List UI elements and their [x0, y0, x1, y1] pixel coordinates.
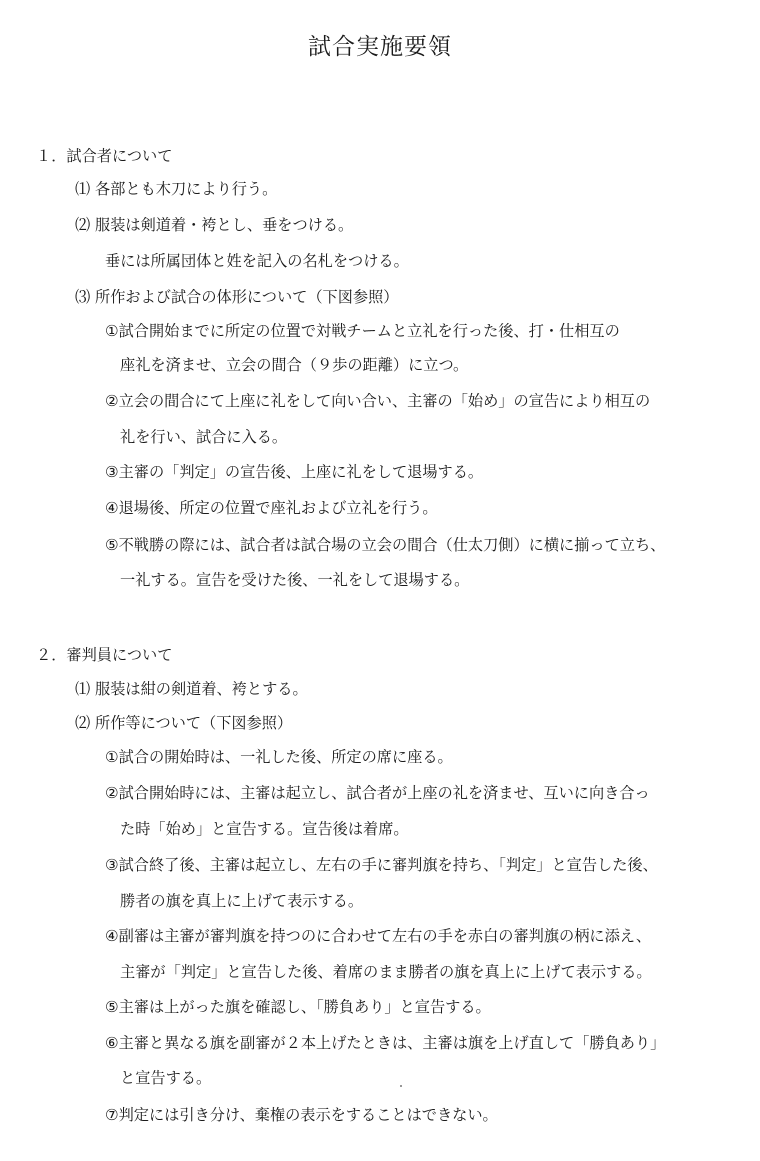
list-item: ⑵ 所作等について（下図参照）	[75, 714, 293, 732]
list-item: ⑵ 服装は剣道着・袴とし、垂をつける。	[75, 216, 354, 234]
sub-item-continuation: 一礼する。宣告を受けた後、一礼をして退場する。	[120, 571, 470, 589]
sub-item: ⑦判定には引き分け、棄権の表示をすることはできない。	[105, 1106, 498, 1124]
sub-item-continuation: 勝者の旗を真上に上げて表示する。	[120, 892, 363, 910]
sub-item-continuation: 主審が「判定」と宣告した後、着席のまま勝者の旗を真上に上げて表示する。	[120, 963, 652, 981]
sub-item-continuation: 座礼を済ませ、立会の間合（９歩の距離）に立つ。	[120, 356, 469, 374]
list-item-continuation: 垂には所属団体と姓を記入の名札をつける。	[105, 252, 409, 270]
sub-item: ①試合開始までに所定の位置で対戦チームと立礼を行った後、打・仕相互の	[105, 322, 620, 340]
sub-item: ①試合の開始時は、一礼した後、所定の席に座る。	[105, 748, 453, 766]
scan-speck	[400, 1085, 402, 1087]
sub-item-continuation: 礼を行い、試合に入る。	[120, 428, 288, 446]
sub-item: ②立会の間合にて上座に礼をして向い合い、主審の「始め」の宣告により相互の	[105, 392, 651, 410]
section-heading: ２．審判員について	[36, 646, 173, 664]
sub-item: ④副審は主審が審判旗を持つのに合わせて左右の手を赤白の審判旗の柄に添え、	[105, 927, 652, 945]
sub-item-continuation: と宣告する。	[120, 1069, 212, 1087]
sub-item-continuation: た時「始め」と宣告する。宣告後は着席。	[120, 820, 409, 838]
section-heading: １．試合者について	[36, 147, 173, 165]
sub-item: ②試合開始時には、主審は起立し、試合者が上座の礼を済ませ、互いに向き合っ	[105, 784, 650, 802]
sub-item: ③主審の「判定」の宣告後、上座に礼をして退場する。	[105, 463, 484, 481]
sub-item: ⑤不戦勝の際には、試合者は試合場の立会の間合（仕太刀側）に横に揃って立ち、	[105, 536, 666, 554]
document-title: 試合実施要領	[308, 34, 452, 60]
list-item: ⑶ 所作および試合の体形について（下図参照）	[75, 288, 399, 306]
sub-item: ⑥主審と異なる旗を副審が２本上げたときは、主審は旗を上げ直して「勝負あり」	[105, 1034, 666, 1052]
sub-item: ⑤主審は上がった旗を確認し、「勝負あり」と宣告する。	[105, 998, 491, 1016]
list-item: ⑴ 各部とも木刀により行う。	[75, 180, 278, 198]
sub-item: ④退場後、所定の位置で座礼および立礼を行う。	[105, 499, 438, 517]
sub-item: ③試合終了後、主審は起立し、左右の手に審判旗を持ち、「判定」と宣告した後、	[105, 856, 658, 874]
list-item: ⑴ 服装は紺の剣道着、袴とする。	[75, 680, 308, 698]
